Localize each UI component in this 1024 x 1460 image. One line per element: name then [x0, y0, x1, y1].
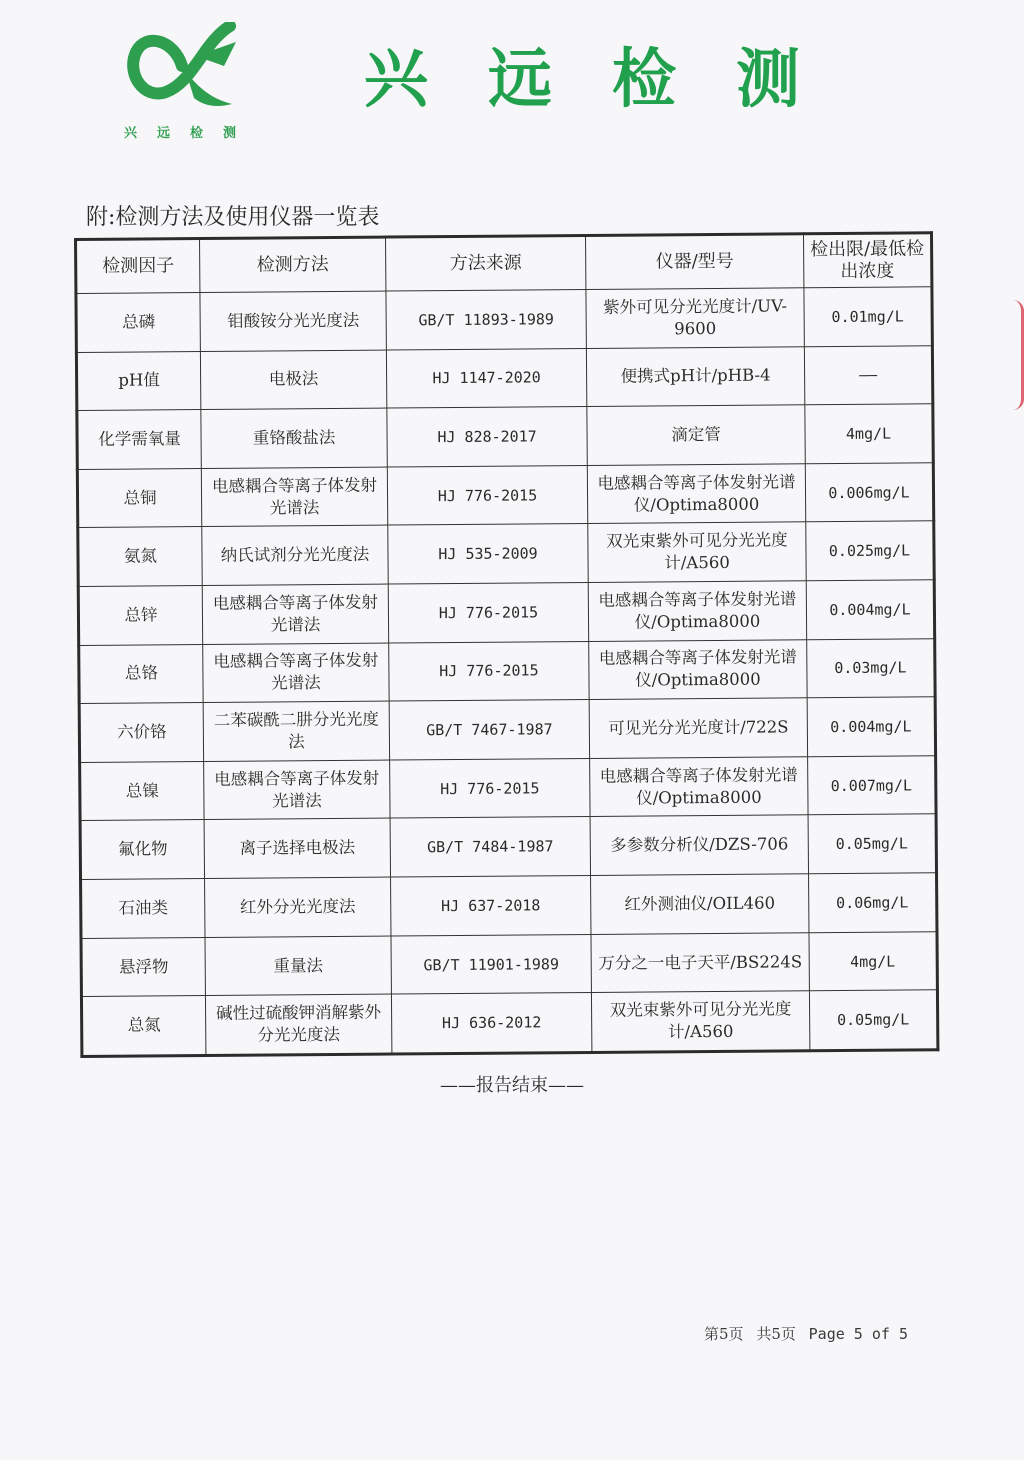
cell-limit: 0.05mg/L: [809, 990, 937, 1051]
page-number-cn: 第5页: [704, 1325, 744, 1343]
cell-factor: 六价铬: [79, 703, 203, 763]
cell-method: 二苯碳酰二肼分光光度法: [203, 701, 389, 761]
cell-factor: 总氮: [81, 996, 205, 1057]
company-title-char: 检: [612, 43, 676, 117]
cell-limit: 4mg/L: [805, 404, 933, 464]
cell-limit: 0.06mg/L: [809, 873, 937, 933]
cell-method: 电极法: [200, 350, 386, 410]
cell-method: 电感耦合等离子体发射光谱法: [204, 760, 390, 820]
cell-method: 离子选择电极法: [204, 819, 390, 879]
cell-limit: 0.025mg/L: [806, 521, 934, 581]
company-title-char: 远: [488, 43, 552, 117]
table-row: [78, 580, 934, 645]
logo-char: 兴: [124, 126, 138, 141]
cell-factor: 化学需氧量: [77, 410, 201, 470]
header-method: 检测方法: [200, 237, 386, 292]
cell-source: HJ 636-2012: [391, 993, 591, 1054]
table-header-row: [76, 233, 932, 294]
cell-method: 电感耦合等离子体发射光谱法: [201, 467, 387, 527]
cell-factor: 总磷: [76, 293, 200, 353]
cell-instrument: 电感耦合等离子体发射光谱仪/Optima8000: [590, 757, 808, 817]
cell-source: HJ 637-2018: [391, 876, 591, 936]
company-title-char: 测: [736, 43, 800, 117]
cell-limit: 0.006mg/L: [805, 463, 933, 523]
cell-source: GB/T 7484-1987: [390, 817, 590, 877]
cell-source: HJ 1147-2020: [386, 348, 586, 408]
table-row: [81, 931, 937, 996]
table-row: [80, 756, 936, 821]
header-limit: 检出限/最低检出浓度: [803, 233, 931, 288]
cell-limit: 0.05mg/L: [808, 814, 936, 874]
cell-source: HJ 535-2009: [388, 524, 588, 584]
company-logo: [118, 22, 242, 146]
table-row: [77, 463, 933, 528]
cell-instrument: 万分之一电子天平/BS224S: [591, 932, 809, 992]
cell-factor: 总铬: [79, 644, 203, 704]
cell-factor: 悬浮物: [81, 937, 205, 997]
table-row: [79, 697, 935, 762]
cell-source: HJ 776-2015: [390, 758, 590, 818]
cell-source: GB/T 7467-1987: [389, 700, 589, 760]
page-footer: [704, 1323, 916, 1344]
cell-method: 钼酸铵分光光度法: [200, 291, 386, 351]
cell-source: GB/T 11893-1989: [386, 289, 586, 349]
table-row: [81, 873, 937, 938]
cell-method: 重量法: [205, 936, 391, 996]
header-instrument: 仪器/型号: [585, 234, 803, 290]
company-title-char: 兴: [364, 43, 428, 117]
table-row: [76, 287, 932, 352]
cell-instrument: 紫外可见分光光度计/UV-9600: [586, 288, 804, 348]
cell-method: 重铬酸盐法: [201, 408, 387, 468]
cell-limit: 0.004mg/L: [806, 580, 934, 640]
table-row: [78, 521, 934, 586]
cell-factor: 总镍: [80, 761, 204, 821]
cell-method: 红外分光光度法: [205, 877, 391, 937]
header-source: 方法来源: [386, 235, 586, 291]
logo-char: 远: [156, 126, 170, 141]
cell-limit: 4mg/L: [809, 931, 937, 991]
cell-instrument: 便携式pH计/pHB-4: [586, 346, 804, 406]
cell-instrument: 滴定管: [587, 405, 805, 465]
cell-method: 碱性过硫酸钾消解紫外分光光度法: [205, 994, 391, 1055]
cell-instrument: 电感耦合等离子体发射光谱仪/Optima8000: [587, 464, 805, 524]
cell-limit: ——: [804, 345, 932, 405]
cell-instrument: 多参数分析仪/DZS-706: [590, 815, 808, 875]
cell-instrument: 电感耦合等离子体发射光谱仪/Optima8000: [589, 639, 807, 699]
cell-instrument: 电感耦合等离子体发射光谱仪/Optima8000: [588, 581, 806, 641]
methods-table-container: [74, 231, 936, 1058]
table-row: [81, 990, 937, 1056]
logo-char: 测: [222, 126, 236, 141]
cell-factor: pH值: [76, 351, 200, 411]
cell-factor: 氨氮: [78, 527, 202, 587]
cell-method: 电感耦合等离子体发射光谱法: [203, 643, 389, 703]
logo-caption: [124, 122, 236, 141]
cell-limit: 0.007mg/L: [808, 756, 936, 816]
cell-limit: 0.004mg/L: [807, 697, 935, 757]
header-factor: 检测因子: [76, 239, 200, 294]
cell-factor: 氟化物: [80, 820, 204, 880]
page-total-cn: 共5页: [756, 1325, 796, 1343]
table-caption: 附:检测方法及使用仪器一览表: [86, 205, 380, 230]
alpha-fish-logo-icon: [124, 22, 236, 114]
cell-method: 纳氏试剂分光光度法: [202, 525, 388, 585]
cell-factor: 总铜: [77, 468, 201, 528]
logo-char: 检: [189, 126, 203, 141]
company-title: [364, 40, 800, 120]
cell-source: HJ 828-2017: [387, 407, 587, 467]
report-end-note: ——报告结束——: [440, 1075, 584, 1096]
cell-source: GB/T 11901-1989: [391, 934, 591, 994]
cell-limit: 0.01mg/L: [804, 287, 932, 347]
cell-factor: 石油类: [81, 879, 205, 939]
table-row: [77, 404, 933, 469]
seal-edge-mark: [1013, 300, 1024, 410]
cell-factor: 总锌: [78, 586, 202, 646]
cell-limit: 0.03mg/L: [807, 638, 935, 698]
table-row: [80, 814, 936, 879]
cell-instrument: 双光束紫外可见分光光度计/A560: [588, 522, 806, 582]
methods-table: [74, 231, 939, 1058]
table-row: [76, 345, 932, 410]
cell-source: HJ 776-2015: [388, 583, 588, 643]
cell-instrument: 可见光分光光度计/722S: [589, 698, 807, 758]
cell-instrument: 双光束紫外可见分光光度计/A560: [591, 991, 809, 1052]
cell-source: HJ 776-2015: [387, 465, 587, 525]
cell-instrument: 红外测油仪/OIL460: [591, 874, 809, 934]
table-body: [76, 287, 938, 1057]
cell-method: 电感耦合等离子体发射光谱法: [202, 584, 388, 644]
table-row: [79, 638, 935, 703]
cell-source: HJ 776-2015: [389, 641, 589, 701]
page-number-en: Page 5 of 5: [808, 1325, 908, 1343]
